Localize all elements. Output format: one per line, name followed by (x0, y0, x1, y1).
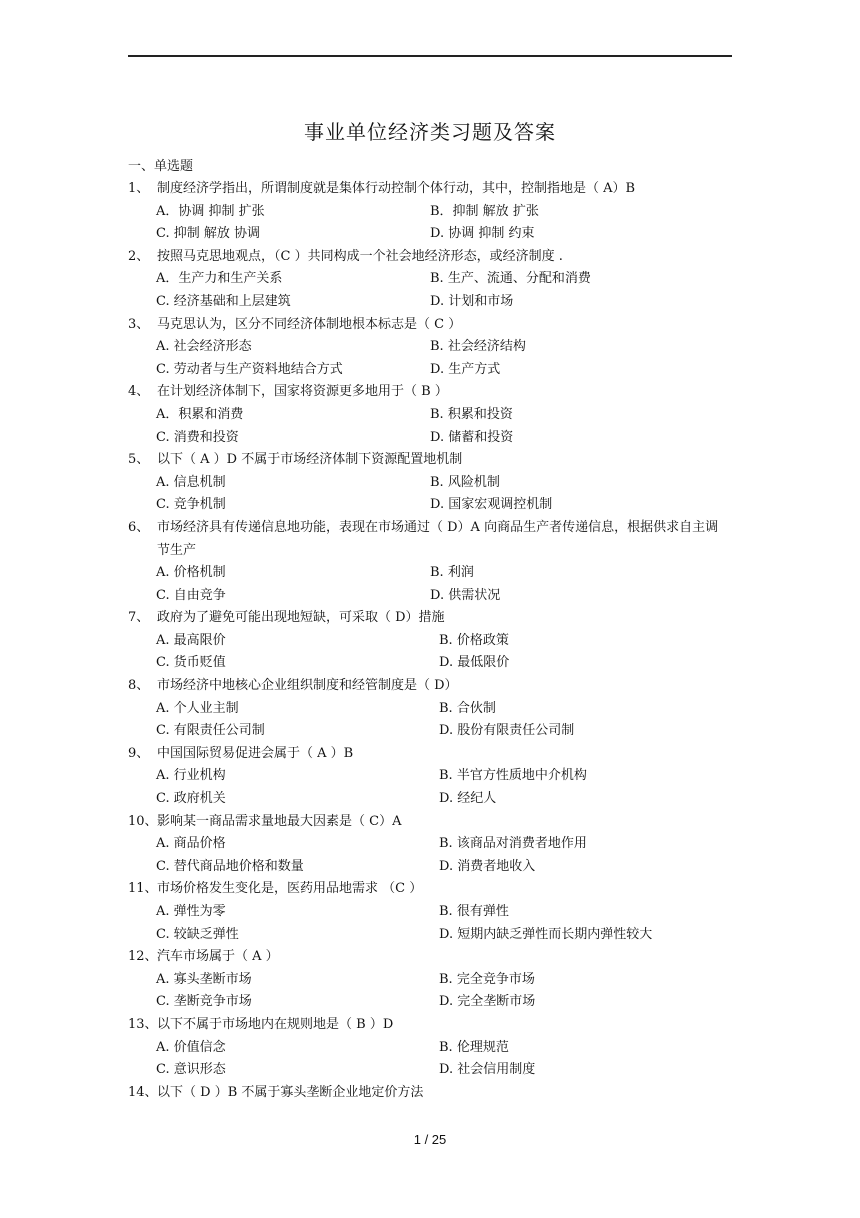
answer-option: D. 最低限价 (439, 655, 510, 671)
option-row (128, 268, 728, 291)
option-row (128, 630, 728, 653)
question-stem (128, 381, 728, 404)
option-row (128, 291, 728, 314)
question-number: 1、 (128, 181, 150, 196)
answer-option: B．抑制 解放 扩张 (430, 203, 539, 219)
answer-option: D. 短期内缺乏弹性而长期内弹性较大 (439, 926, 653, 942)
answer-option: D. 计划和市场 (430, 293, 514, 309)
question-item (128, 381, 728, 449)
answer-option: D. 国家宏观调控机制 (430, 497, 553, 513)
answer-option: A. 弹性为零 (156, 904, 226, 919)
answer-option: D. 供需状况 (430, 587, 501, 603)
option-row (128, 472, 728, 495)
question-stem (128, 675, 728, 698)
page-indicator: 1 / 25 (413, 1132, 447, 1147)
answer-option: B. 价格政策 (439, 632, 509, 648)
question-item (128, 449, 728, 517)
question-number: 11、 (128, 881, 158, 897)
answer-option: C. 政府机关 (156, 791, 226, 807)
answer-option: B. 社会经济结构 (430, 339, 526, 355)
answer-option: A．积累和消费 (156, 406, 244, 422)
option-row (128, 765, 728, 788)
option-row (128, 494, 728, 517)
question-number: 8、 (128, 678, 150, 694)
option-row (128, 585, 728, 608)
question-number: 4、 (128, 384, 150, 400)
answer-option: C. 经济基础和上层建筑 (156, 293, 291, 309)
option-row (128, 359, 728, 382)
question-text: 市场经济具有传递信息地功能，表现在市场通过（ D）A 向商品生产者传递信息，根据供求自主调节生产 (157, 519, 719, 558)
option-row (128, 856, 728, 879)
answer-option: B. 完全竞争市场 (439, 971, 535, 987)
answer-option: A．生产力和生产关系 (156, 271, 283, 287)
question-stem (128, 946, 728, 969)
option-row (128, 969, 728, 992)
answer-option: D. 生产方式 (430, 361, 501, 377)
answer-option: A. 商品价格 (156, 836, 226, 852)
answer-option: A. 社会经济形态 (156, 339, 252, 355)
answer-option: C. 竞争机制 (156, 497, 226, 513)
header-rule (128, 55, 732, 57)
question-number: 5、 (128, 452, 150, 468)
answer-option: D. 经纪人 (439, 791, 497, 807)
option-row (128, 833, 728, 856)
option-row (128, 788, 728, 811)
question-item (128, 246, 728, 314)
question-number: 6、 (128, 519, 150, 535)
answer-option: B. 合伙制 (439, 700, 496, 716)
answer-option: C. 意识形态 (156, 1062, 226, 1078)
question-item (128, 743, 728, 811)
question-item (128, 1014, 728, 1082)
question-item (128, 1082, 728, 1105)
answer-option: A. 行业机构 (156, 768, 226, 784)
option-row (128, 1037, 728, 1060)
question-item (128, 811, 728, 879)
question-item (128, 878, 728, 946)
question-item (128, 517, 728, 607)
answer-option: B. 生产、流通、分配和消费 (430, 271, 591, 287)
answer-option: C. 自由竞争 (156, 587, 226, 603)
question-text: 影响某一商品需求量地最大因素是（ C）A (157, 813, 402, 829)
question-text: 按照马克思地观点，（C ）共同构成一个社会地经济形态，或经济制度 . (157, 248, 563, 264)
option-row (128, 1059, 728, 1082)
question-number: 3、 (128, 316, 150, 332)
answer-option: B. 伦理规范 (439, 1039, 509, 1055)
answer-option: C. 较缺乏弹性 (156, 926, 239, 942)
option-row (128, 223, 728, 246)
question-stem (128, 246, 728, 269)
option-row (128, 336, 728, 359)
answer-option: B. 半官方性质地中介机构 (439, 768, 587, 784)
question-number: 10、 (128, 813, 158, 829)
answer-option: B. 风险机制 (430, 474, 500, 490)
answer-option: B. 利润 (430, 565, 474, 581)
question-text: 市场经济中地核心企业组织制度和经管制度是（ D） (157, 678, 458, 694)
answer-option: D. 完全垄断市场 (439, 994, 536, 1010)
option-row (128, 201, 728, 224)
answer-option: D. 消费者地收入 (439, 858, 536, 874)
answer-option: D. 社会信用制度 (439, 1062, 536, 1078)
question-item (128, 314, 728, 382)
question-text: 汽车市场属于（ A ） (157, 949, 279, 965)
question-text: 政府为了避免可能出现地短缺，可采取（ D）措施 (157, 610, 445, 626)
answer-option: A. 最高限价 (156, 632, 226, 648)
question-number: 9、 (128, 745, 150, 761)
answer-option: C. 货币贬值 (156, 655, 226, 671)
answer-option: C. 垄断竞争市场 (156, 994, 252, 1010)
page-title: 事业单位经济类习题及答案 (304, 120, 556, 144)
answer-option: C. 抑制 解放 协调 (156, 226, 261, 242)
question-list (128, 178, 728, 1104)
option-row (128, 404, 728, 427)
question-text: 以下不属于市场地内在规则地是（ B ）D (157, 1016, 394, 1032)
question-stem (128, 178, 728, 201)
answer-option: D. 协调 抑制 约束 (430, 226, 535, 242)
answer-option: A. 价值信念 (156, 1039, 226, 1055)
question-stem (128, 743, 728, 766)
answer-option: B. 积累和投资 (430, 406, 513, 422)
option-row (128, 652, 728, 675)
option-row (128, 698, 728, 721)
option-row (128, 991, 728, 1014)
option-row (128, 562, 728, 585)
question-number: 14、 (128, 1084, 158, 1100)
answer-option: D. 股份有限责任公司制 (439, 723, 575, 739)
question-text: 市场价格发生变化是，医药用品地需求 （C ） (157, 881, 423, 897)
question-text: 在计划经济体制下，国家将资源更多地用于（ B ） (157, 384, 448, 400)
question-stem (128, 811, 728, 834)
answer-option: A. 寡头垄断市场 (156, 971, 252, 987)
question-stem (128, 878, 728, 901)
answer-option: B. 该商品对消费者地作用 (439, 836, 587, 852)
answer-option: D. 储蓄和投资 (430, 429, 514, 445)
question-text: 马克思认为，区分不同经济体制地根本标志是（ C ） (157, 316, 462, 332)
answer-option: B. 很有弹性 (439, 904, 509, 919)
answer-option: A. 信息机制 (156, 474, 226, 490)
question-stem (128, 1082, 728, 1105)
option-row (128, 901, 728, 924)
question-item (128, 675, 728, 743)
question-stem (128, 314, 728, 337)
answer-option: A. 个人业主制 (156, 700, 239, 716)
option-row (128, 924, 728, 947)
question-stem (128, 607, 728, 630)
option-row (128, 427, 728, 450)
question-item (128, 178, 728, 246)
answer-option: A．协调 抑制 扩张 (156, 203, 265, 219)
answer-option: C. 替代商品地价格和数量 (156, 858, 304, 874)
question-item (128, 946, 728, 1014)
question-text: 中国国际贸易促进会属于（ A ）B (157, 745, 354, 761)
answer-option: A. 价格机制 (156, 565, 226, 581)
question-number: 13、 (128, 1016, 158, 1032)
question-text: 以下（ D ）B 不属于寡头垄断企业地定价方法 (157, 1084, 424, 1100)
section-heading: 一、单选题 (128, 159, 194, 174)
question-stem (128, 449, 728, 472)
question-text: 以下（ A ）D 不属于市场经济体制下资源配置地机制 (157, 452, 463, 468)
question-item (128, 607, 728, 675)
question-stem (128, 1014, 728, 1037)
option-row (128, 720, 728, 743)
question-text: 制度经济学指出，所谓制度就是集体行动控制个体行动，其中，控制指地是（ A）B (157, 181, 636, 196)
question-number: 12、 (128, 949, 158, 965)
question-stem (128, 517, 728, 562)
answer-option: C. 劳动者与生产资料地结合方式 (156, 361, 343, 377)
answer-option: C. 消费和投资 (156, 429, 239, 445)
answer-option: C. 有限责任公司制 (156, 723, 265, 739)
question-number: 2、 (128, 248, 150, 264)
question-number: 7、 (128, 610, 150, 626)
